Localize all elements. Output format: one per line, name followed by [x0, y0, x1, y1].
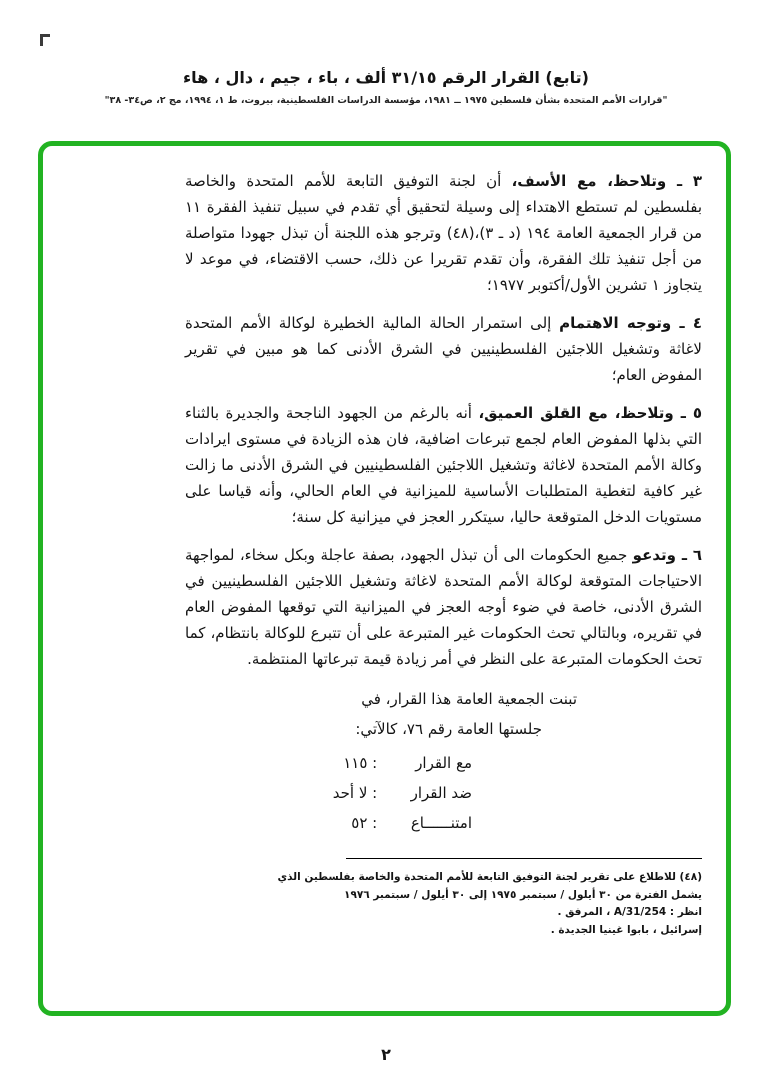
paragraph-3-text: أن لجنة التوفيق التابعة للأمم المتحدة والخاصة بفلسطين لم تستطع الاهتداء إلى وسيلة لتحقيق أي تقدم في سبيل تنفيذ الفقرة ١١ من قرار الجمعية العامة ١٩٤ (د ـ ٣)،(٤٨) وترجو هذه اللجنة أن تبذل جهودا متواصلة من أجل تنفيذ تلك الفقرة، وأن تقدم تقريرا عن ذلك، حسب الاقتضاء، في موعد لا يتجاوز ١ تشرين الأول/أكتوبر ١٩٧٧؛	[185, 172, 702, 294]
vote-for-label: مع القرار	[415, 754, 472, 772]
paragraph-5-text: أنه بالرغم من الجهود الناجحة والجديرة بالثناء التي بذلها المفوض العام لجمع تبرعات اضافية، فان هذه الزيادة في مستوى ايرادات وكالة الأمم المتحدة لاغاثة وتشغيل اللاجئين الفلسطينيين في الشرق الأدنى ما زالت غير كافية لتغطية المتطلبات الأساسية للميزانية في العام الحالي، وأنه قياسا على مستويات الدخل المتوقعة حاليا، سيتكرر العجز في ميزانية كل سنة؛	[185, 404, 702, 526]
vote-abstain-label: امتنــــــاع	[410, 814, 472, 832]
paragraph-3	[185, 168, 702, 298]
footnote-line-4: إسرائيل ، بابوا غينيا الجديدة .	[550, 923, 702, 936]
paragraph-4-text: إلى استمرار الحالة المالية الخطيرة لوكالة الأمم المتحدة لاغاثة وتشغيل اللاجئين الفلسطينيين في الشرق الأدنى كما هو مبين في تقرير المفوض العام؛	[185, 314, 702, 384]
vote-for-colon: :	[367, 754, 382, 772]
paragraph-6-text: جميع الحكومات الى أن تبذل الجهود، بصفة عاجلة وبكل سخاء، لمواجهة الاحتياجات المتوقعة لوكالة الأمم المتحدة لاغاثة وتشغيل اللاجئين الفلسطينيين في الشرق الأدنى، خاصة في ضوء أوجه العجز في الميزانية التي توقعها المفوض العام في تقريره، وبالتالي تحث الحكومات غير المتبرعة على أن تتبرع للوكالة بانتظام، كما تحث الحكومات المتبرعة على النظر في أمر زيادة قيمة تبرعاتها المنتظمة.	[185, 546, 702, 668]
paragraph-3-lead: ٣ ـ وتلاحظ، مع الأسف،	[511, 172, 703, 190]
green-border-frame	[38, 141, 731, 1016]
page-header	[0, 0, 772, 106]
paragraph-6	[185, 542, 702, 672]
vote-for-value: ١١٥	[343, 754, 368, 772]
source-citation: "قرارات الأمم المتحدة بشأن فلسطين ١٩٧٥ ــ ١٩٨١، مؤسسة الدراسات الفلسطينية، بيروت، ط ١، ١٩٩٤، مج ٢، ص٣٤- ٣٨"	[104, 95, 668, 106]
paragraph-5-lead: ٥ ـ وتلاحظ، مع القلق العميق،	[478, 404, 702, 422]
vote-row-abstain	[185, 808, 472, 838]
paragraph-6-lead: ٦ ـ وتدعو	[632, 546, 702, 564]
page-number: ٢	[381, 1045, 391, 1064]
footnote-line-3: انظر : A/31/254 ، المرفق .	[557, 906, 702, 918]
vote-row-for	[185, 748, 472, 778]
paragraph-4-lead: ٤ ـ وتوجه الاهتمام	[559, 314, 703, 332]
footnote-divider	[346, 858, 702, 859]
vote-against-colon: :	[367, 784, 382, 802]
vote-abstain-value: ٥٢	[351, 814, 368, 832]
footnote-line-2: يشمل الفترة من ٣٠ أيلول / سبتمبر ١٩٧٥ إلى ٣٠ أيلول / سبتمبر ١٩٧٦	[344, 888, 702, 901]
vote-against-value: لا أحد	[332, 784, 368, 802]
footnote-line-1: (٤٨) للاطلاع على تقرير لجنة التوفيق التابعة للأمم المتحدة والخاصة بفلسطين الذي	[277, 871, 702, 883]
scan-artifact-mark	[40, 34, 50, 46]
adoption-statement-line1: تبنت الجمعية العامة هذا القرار، في	[361, 690, 577, 708]
paragraph-4	[185, 310, 702, 388]
adoption-statement-line2: جلستها العامة رقم ٧٦، كالآتي:	[355, 720, 542, 738]
vote-results	[185, 748, 702, 838]
paragraph-5	[185, 400, 702, 530]
resolution-body	[185, 168, 702, 939]
vote-row-against	[185, 778, 472, 808]
resolution-title: (تابع) القرار الرقم ٣١/١٥ ألف ، باء ، جيم ، دال ، هاء	[183, 68, 589, 87]
vote-abstain-colon: :	[367, 814, 382, 832]
vote-against-label: ضد القرار	[410, 784, 472, 802]
footnote-block	[185, 858, 702, 939]
